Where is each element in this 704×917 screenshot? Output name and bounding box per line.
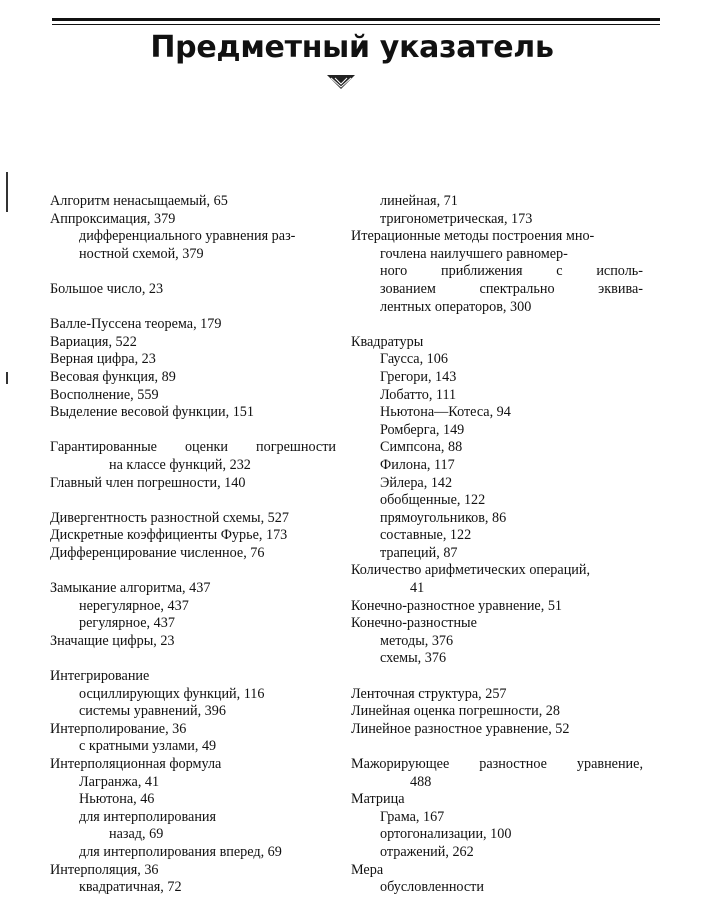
entry-spacer [351,668,643,686]
entry-spacer [50,263,336,281]
entry-spacer [351,738,643,756]
index-entry: Ленточная структура, 257 [351,685,507,702]
index-entry: Весовая функция, 89 [50,368,176,385]
index-subentry: Филона, 117 [380,456,455,473]
index-subentry: Ромберга, 149 [380,421,465,438]
index-subentry: обобщенные, 122 [380,492,486,509]
index-subentry: 41 [410,580,425,597]
index-subentry: нерегулярное, 437 [79,597,189,614]
scan-margin-mark [6,172,8,212]
header-rule-thick [52,18,660,21]
index-entry: Значащие цифры, 23 [50,632,175,649]
index-entry: Интерполяция, 36 [50,861,159,878]
index-subentry: Лагранжа, 41 [79,773,160,790]
index-subentry: ного приближения с исполь- [380,263,643,280]
index-subentry: дифференциального уравнения раз- [79,228,296,245]
index-column-right [351,193,643,897]
index-subentry: квадратичная, 72 [79,879,182,896]
index-subentry: Симпсона, 88 [380,439,463,456]
index-subentry: обусловленности [380,879,484,896]
index-subentry: ностной схемой, 379 [79,245,204,262]
index-column-left [50,193,336,897]
index-entry: Матрица [351,791,405,808]
index-entry: Квадратуры [351,333,424,350]
index-subentry: назад, 69 [109,826,164,843]
index-entry: Интегрирование [50,668,150,685]
entry-spacer [50,562,336,580]
index-entry: Замыкание алгоритма, 437 [50,580,211,597]
index-entry: Выделение весовой функции, 151 [50,404,254,421]
index-entry: Мера [351,861,384,878]
index-entry: Главный член погрешности, 140 [50,474,246,491]
index-subentry: тригонометрическая, 173 [380,210,533,227]
index-subentry: прямоугольников, 86 [380,509,507,526]
entry-spacer [50,492,336,510]
index-subentry: на классе функций, 232 [109,456,251,473]
index-entry: Интерполяционная формула [50,756,222,772]
index-entry: Алгоритм ненасыщаемый, 65 [50,193,228,209]
entry-spacer [50,422,336,440]
index-subentry: линейная, 71 [380,193,458,209]
index-entry: Мажорирующее разностное уравнение, [351,756,643,772]
header-rule-thin [52,24,660,25]
index-subentry: зованием спектрально эквива- [380,280,643,297]
index-entry: Линейная оценка погрешности, 28 [351,703,560,720]
index-entry: Гарантированные оценки погрешности [50,439,336,456]
index-subentry: лентных операторов, 300 [380,298,532,315]
index-subentry: Грегори, 143 [380,368,457,385]
index-subentry: Ньютона, 46 [79,791,155,808]
entry-spacer [50,650,336,668]
index-subentry: составные, 122 [380,527,472,544]
index-entry: Итерационные методы построения мно- [351,228,595,245]
entry-spacer [50,299,336,317]
index-subentry: осциллирующих функций, 116 [79,685,265,702]
index-entry: Восполнение, 559 [50,386,159,403]
index-entry: Конечно-разностные [351,615,477,632]
index-entry: Большое число, 23 [50,280,164,297]
index-entry: Линейное разностное уравнение, 52 [351,720,570,737]
entry-spacer [351,316,643,334]
index-subentry: Ньютона—Котеса, 94 [380,404,511,421]
index-subentry: системы уравнений, 396 [79,703,226,720]
index-subentry: для интерполирования вперед, 69 [79,843,282,860]
index-entry: Конечно-разностное уравнение, 51 [351,597,563,614]
index-entry: Валле-Пуссена теорема, 179 [50,316,222,333]
index-subentry: 488 [410,773,432,790]
index-subentry: регулярное, 437 [79,615,175,632]
index-entry: Вариация, 522 [50,333,137,350]
index-entry: Аппроксимация, 379 [50,210,176,227]
index-subentry: с кратными узлами, 49 [79,738,217,755]
index-subentry: Грама, 167 [380,808,445,825]
index-entry: Количество арифметических операций, [351,562,591,579]
ornament-icon [327,75,355,96]
scan-margin-mark [6,372,8,384]
index-entry: Дифференцирование численное, 76 [50,544,265,561]
index-subentry: гочлена наилучшего равномер- [380,245,568,262]
index-subentry: Гаусса, 106 [380,351,448,368]
index-subentry: методы, 376 [380,632,454,649]
index-subentry: схемы, 376 [380,650,447,667]
index-entry: Верная цифра, 23 [50,351,156,368]
index-subentry: Лобатто, 111 [380,386,457,403]
page-title: Предметный указатель [150,30,554,65]
index-subentry: трапеций, 87 [380,544,458,561]
index-entry: Интерполирование, 36 [50,720,187,737]
index-entry: Дискретные коэффициенты Фурье, 173 [50,527,288,544]
index-subentry: ортогонализации, 100 [380,826,512,843]
index-subentry: отражений, 262 [380,843,474,860]
index-subentry: для интерполирования [79,808,217,825]
index-subentry: Эйлера, 142 [380,474,453,491]
index-entry: Дивергентность разностной схемы, 527 [50,509,289,526]
